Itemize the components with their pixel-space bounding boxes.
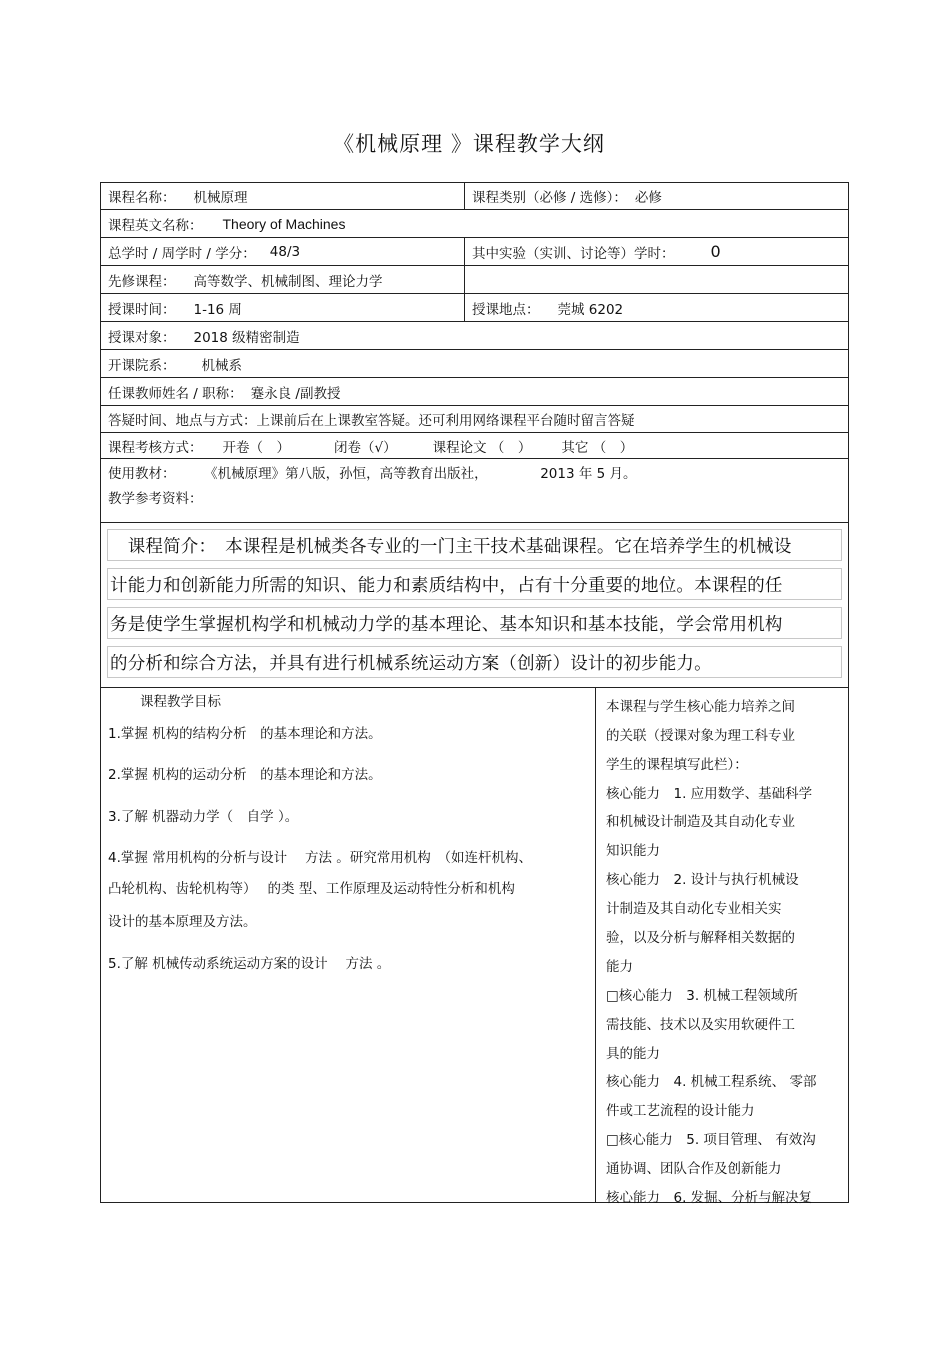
- page-title: 《机械原理 》课程教学大纲: [333, 132, 605, 156]
- time-label: 授课时间：: [108, 301, 176, 318]
- row-time-place: [100, 294, 849, 322]
- intro-line: 的分析和综合方法，并具有进行机械系统运动方案（创新）设计的初步能力。: [107, 646, 842, 678]
- english-name-value: Theory of Machines: [222, 215, 346, 232]
- core-line: 能力: [606, 959, 633, 975]
- core-line: □核心能力 5. 项目管理、 有效沟: [606, 1132, 816, 1148]
- reference-label: 教学参考资料：: [108, 491, 203, 507]
- prereq-label: 先修课程：: [108, 273, 176, 290]
- row-department: [100, 350, 849, 378]
- intro-line: 课程简介： 本课程是机械类各专业的一门主干技术基础课程。它在培养学生的机械设: [107, 529, 842, 561]
- exam-open: 开卷（ ）: [222, 439, 290, 456]
- row-qa: [100, 406, 849, 433]
- row-intro-border: [100, 523, 849, 688]
- textbook-value: 《机械原理》第八版，孙恒，高等教育出版社，: [204, 466, 488, 482]
- objective-item: 凸轮机构、齿轮机构等） 的类 型、工作原理及运动特性分析和机构: [108, 881, 515, 897]
- core-line: 具的能力: [606, 1046, 660, 1062]
- place-value: 莞城 6202: [557, 301, 624, 318]
- textbook-label: 使用教材：: [108, 466, 176, 482]
- row-hours: [100, 238, 849, 266]
- core-line: 知识能力: [606, 843, 660, 859]
- core-line: □核心能力 3. 机械工程领域所: [606, 988, 798, 1004]
- core-line: 本课程与学生核心能力培养之间: [606, 699, 795, 715]
- row-exam: [100, 433, 849, 459]
- row-target: [100, 322, 849, 350]
- core-line: 和机械设计制造及其自动化专业: [606, 814, 795, 830]
- hours-label: 总学时 / 周学时 / 学分：: [108, 245, 256, 262]
- course-name-label: 课程名称：: [108, 189, 176, 206]
- exam-closed: 闭卷（√）: [334, 439, 397, 456]
- dept-value: 机械系: [201, 357, 242, 374]
- objective-item: 4.掌握 常用机构的分析与设计 方法 。研究常用机构 （如连杆机构、: [108, 850, 533, 866]
- intro-line: 务是使学生掌握机构学和机械动力学的基本理论、基本知识和基本技能，学会常用机构: [107, 607, 842, 639]
- course-category-label: 课程类别（必修 / 选修）：: [472, 189, 627, 206]
- column-divider: [464, 266, 465, 293]
- exam-other: 其它 （ ）: [561, 439, 634, 456]
- intro-line: 计能力和创新能力所需的知识、能力和素质结构中，占有十分重要的地位。本课程的任: [107, 568, 842, 600]
- row-teacher: [100, 378, 849, 406]
- core-line: 验，以及分析与解释相关数据的: [606, 930, 795, 946]
- lab-hours-label: 其中实验（实训、讨论等）学时：: [472, 245, 675, 262]
- core-line: 件或工艺流程的设计能力: [606, 1103, 755, 1119]
- core-line: 核心能力 1. 应用数学、基础科学: [606, 786, 813, 802]
- core-line: 核心能力 4. 机械工程系统、 零部: [606, 1074, 817, 1090]
- teacher-label: 任课教师姓名 / 职称：: [108, 385, 243, 402]
- course-name-value: 机械原理: [193, 189, 248, 206]
- qa-text: 答疑时间、地点与方式：上课前后在上课教室答疑。还可利用网络课程平台随时留言答疑: [108, 413, 635, 429]
- english-name-label: 课程英文名称：: [108, 217, 203, 234]
- core-line: 核心能力 6. 发掘、分析与解决复: [606, 1190, 813, 1206]
- objectives-title: 课程教学目标: [140, 694, 221, 710]
- row-english-name: [100, 210, 849, 238]
- objective-item: 1.掌握 机构的结构分析 的基本理论和方法。: [108, 726, 382, 742]
- hours-value: 48/3: [269, 243, 301, 260]
- core-line: 核心能力 2. 设计与执行机械设: [606, 872, 799, 888]
- lab-hours-value: 0: [710, 242, 721, 261]
- column-divider: [595, 688, 596, 1203]
- textbook-date: 2013 年 5 月。: [540, 466, 637, 482]
- prereq-value: 高等数学、机械制图、理论力学: [193, 273, 383, 290]
- exam-paper: 课程论文 （ ）: [432, 439, 532, 456]
- core-line: 计制造及其自动化专业相关实: [606, 901, 782, 917]
- objective-item: 5.了解 机械传动系统运动方案的设计 方法 。: [108, 956, 391, 972]
- exam-label: 课程考核方式：: [108, 439, 203, 456]
- core-line: 需技能、技术以及实用软硬件工: [606, 1017, 795, 1033]
- objective-item: 设计的基本原理及方法。: [108, 914, 257, 930]
- row-prerequisites: [100, 266, 849, 294]
- core-line: 的关联（授课对象为理工科专业: [606, 728, 795, 744]
- place-label: 授课地点：: [472, 301, 540, 318]
- objective-item: 3.了解 机器动力学（ 自学 ）。: [108, 809, 299, 825]
- target-label: 授课对象：: [108, 329, 176, 346]
- time-value: 1-16 周: [193, 301, 242, 318]
- teacher-value: 蹇永良 /副教授: [250, 385, 341, 402]
- dept-label: 开课院系：: [108, 357, 176, 374]
- core-line: 学生的课程填写此栏）：: [606, 757, 748, 773]
- objective-item: 2.掌握 机构的运动分析 的基本理论和方法。: [108, 767, 382, 783]
- target-value: 2018 级精密制造: [193, 329, 300, 346]
- core-line: 通协调、团队合作及创新能力: [606, 1161, 782, 1177]
- course-category-value: 必修: [634, 189, 662, 206]
- row-course-name: [100, 182, 849, 210]
- row-textbook: [100, 459, 849, 523]
